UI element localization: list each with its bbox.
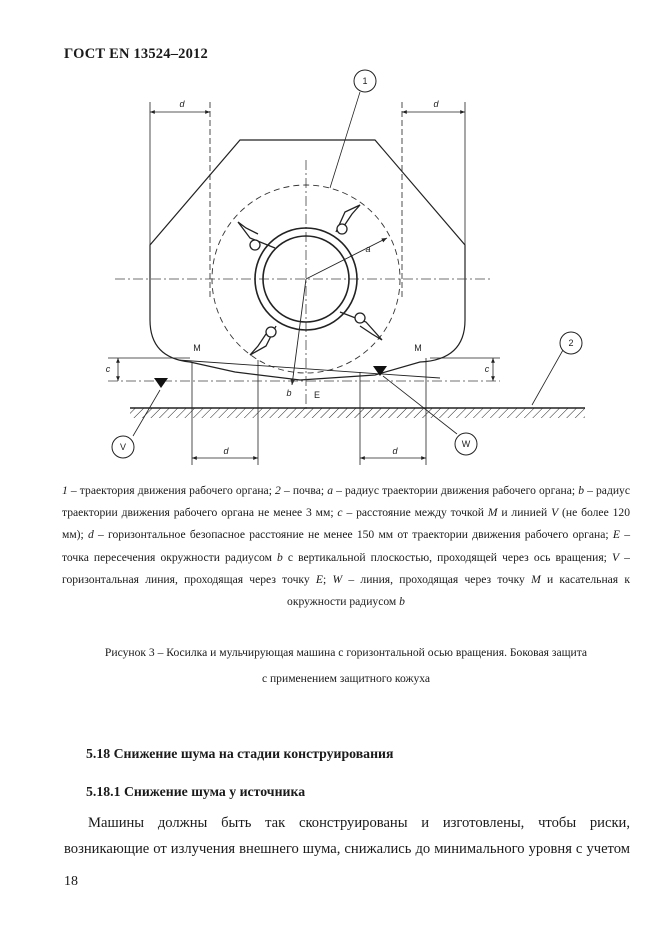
technical-drawing <box>0 64 661 474</box>
label-c-left: c <box>105 364 111 374</box>
blade-lower-left <box>250 326 276 355</box>
legend-text: и линией <box>497 506 552 520</box>
legend-key: V <box>612 550 620 564</box>
legend-key: V <box>551 506 559 520</box>
label-e: E <box>313 390 321 400</box>
legend-text: – линия, проходящая через точку <box>342 572 532 586</box>
label-m-left: M <box>193 343 201 353</box>
legend-key: b <box>399 595 405 609</box>
legend-key: b <box>578 484 584 497</box>
blade-upper-left <box>238 222 275 250</box>
label-b: b <box>286 388 292 398</box>
callout-1-label: 1 <box>362 76 368 86</box>
soil-hatching <box>130 408 585 418</box>
legend-key: 1 <box>62 484 68 497</box>
legend-text: (не более 120 мм); <box>62 506 630 542</box>
legend-text: – горизонтальная линия, проходящая через точку <box>62 550 630 586</box>
legend-text: – горизонтальное безопасное расстояние не менее 150 мм от траектории движения рабочего органа; <box>93 528 613 542</box>
line-w <box>178 360 440 378</box>
label-d-bottom-right: d <box>392 446 398 456</box>
legend-key: M <box>531 572 541 586</box>
callout-2-label: 2 <box>568 338 574 348</box>
label-a: a <box>365 244 371 254</box>
legend-key: b <box>277 550 283 564</box>
legend-key: E <box>612 528 620 542</box>
blade-lower-right <box>340 312 382 340</box>
blade-upper-right <box>336 205 360 234</box>
body-paragraph: Машины должны быть так сконструированы и изготовлены, чтобы риски, возникающие от излучения внешнего шума, снижались до минимального уровня с учетом <box>64 815 630 857</box>
legend-text: и касательная к окружности радиусом <box>287 572 630 609</box>
legend-text: – расстояние между точкой <box>342 506 488 520</box>
page-number: 18 <box>64 874 78 889</box>
document-header: ГОСТ EN 13524–2012 <box>64 46 208 62</box>
ref-triangle-left <box>154 378 168 388</box>
legend-key: M <box>487 506 498 520</box>
callout-v-label: V <box>119 442 127 452</box>
legend-key: c <box>337 506 343 520</box>
callout-w-label: W <box>461 439 471 449</box>
legend-key: d <box>87 528 94 542</box>
label-c-right: c <box>484 364 490 374</box>
label-m-right: M <box>414 343 422 353</box>
legend-key: E <box>315 572 323 586</box>
figure-legend <box>62 480 630 613</box>
label-d-bottom-left: d <box>223 446 229 456</box>
figure-caption <box>62 640 630 692</box>
legend-text: – радиус траектории движения рабочего органа не менее 3 мм; <box>62 484 631 520</box>
legend-key: W <box>332 572 343 586</box>
legend-text: – траектория движения рабочего органа; <box>67 484 276 497</box>
label-d-top-left: d <box>179 99 185 109</box>
legend-text: с вертикальной плоскостью, проходящей через ось вращения; <box>282 550 612 564</box>
legend-text: – почва; <box>280 484 328 497</box>
legend-key: 2 <box>275 484 281 497</box>
caption-line-2: с применением защитного кожуха <box>261 672 431 685</box>
legend-key: a <box>327 484 333 497</box>
section-5-18-heading: 5.18 Снижение шума на стадии конструирования <box>86 746 394 761</box>
caption-line-1: Рисунок 3 – Косилка и мульчирующая машина с горизонтальной осью вращения. Боковая защита <box>104 646 588 659</box>
label-d-top-right: d <box>433 99 439 109</box>
legend-text: ; <box>323 572 333 586</box>
legend-text: – точка пересечения окружности радиусом <box>62 528 630 564</box>
radius-a-line <box>306 238 387 279</box>
section-5-18-1-heading: 5.18.1 Снижение шума у источника <box>86 784 306 799</box>
legend-text: – радиус траектории движения рабочего органа; <box>332 484 579 497</box>
